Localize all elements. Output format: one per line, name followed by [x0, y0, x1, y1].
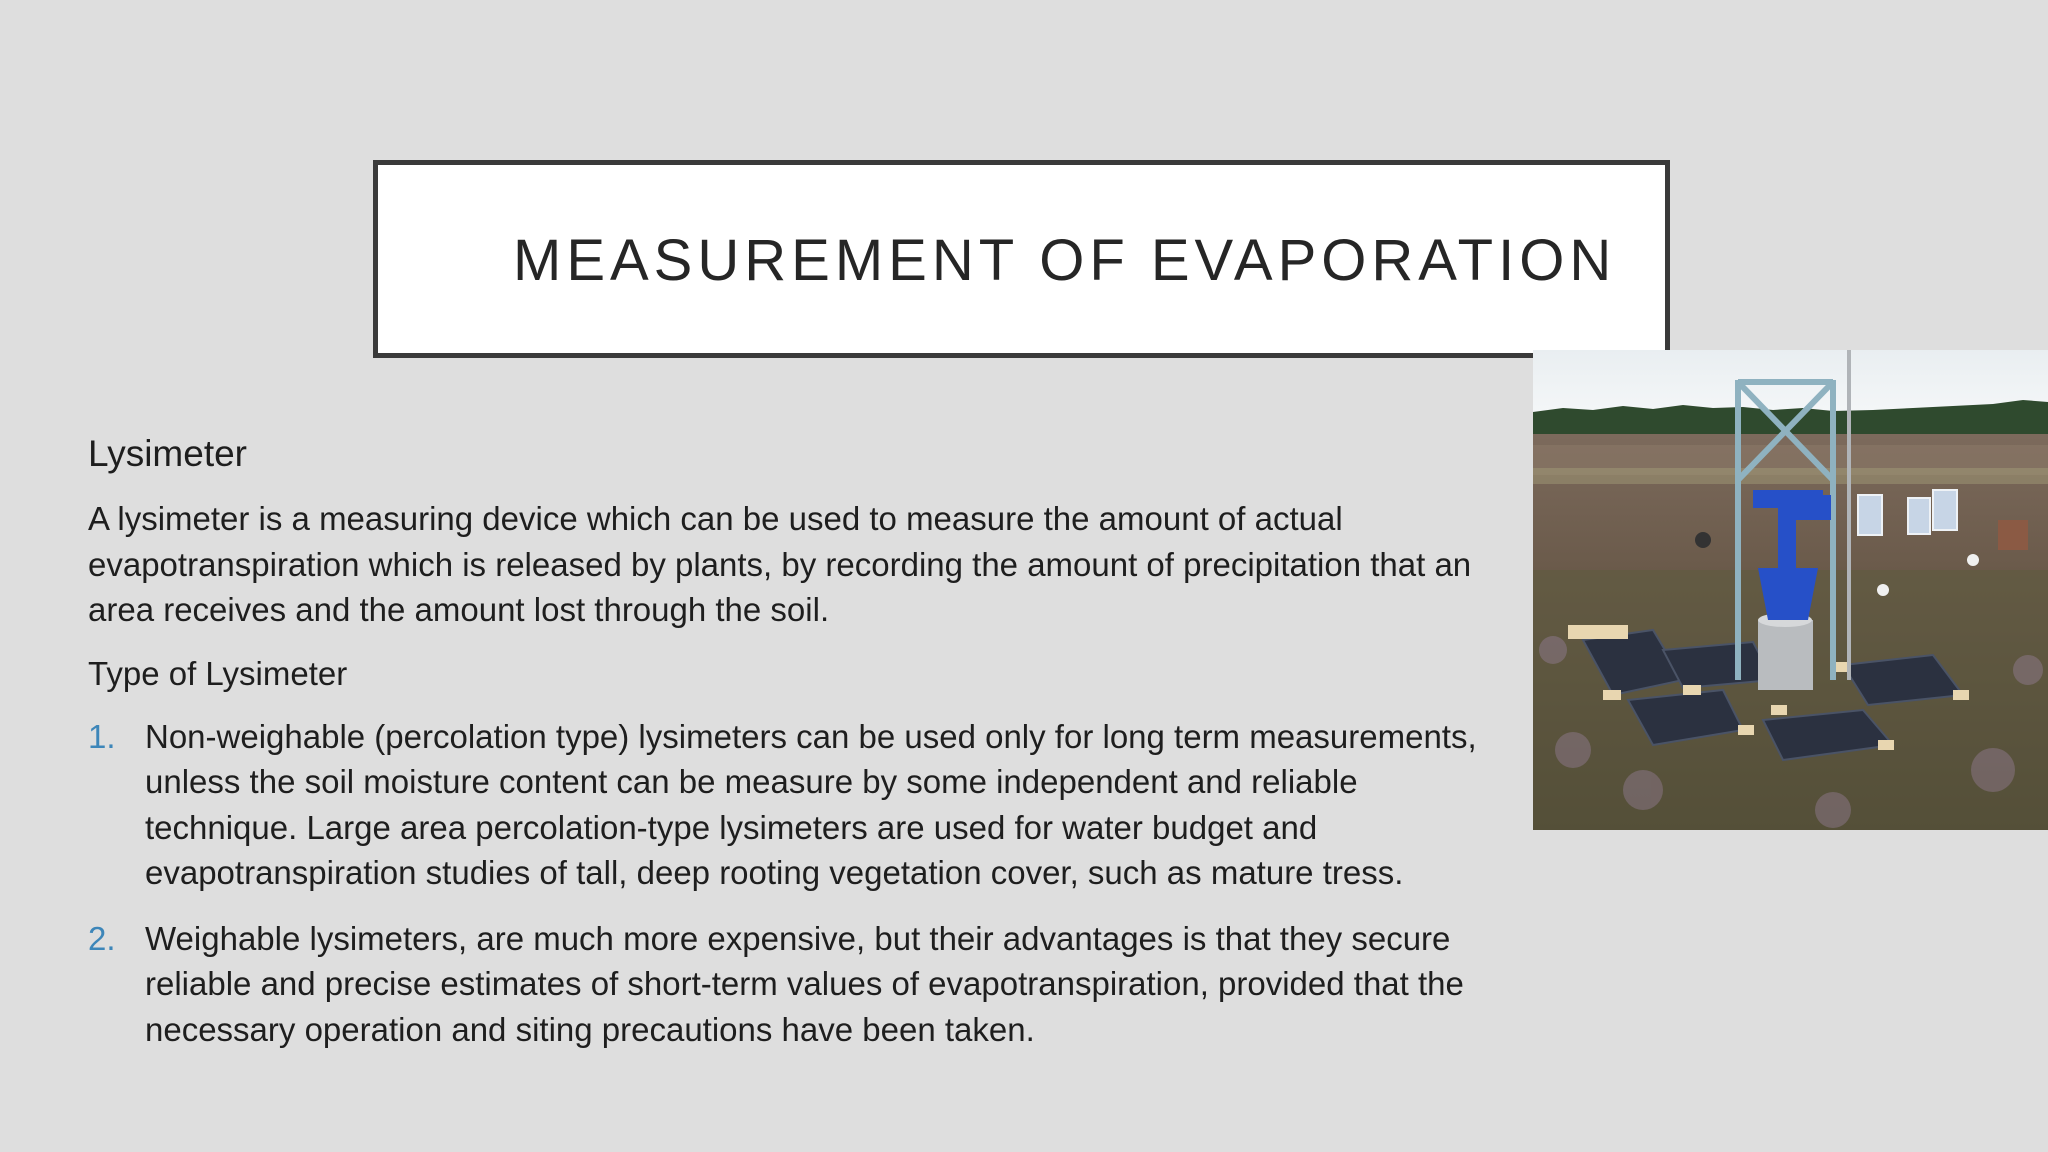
lysimeter-field-image: [1533, 350, 2048, 830]
slide-body: [88, 430, 1533, 1072]
list-item: [88, 714, 1533, 896]
list-line: reliable and precise estimates of short-term values of evapotranspiration, provided that the: [145, 965, 1464, 1002]
definition-line: A lysimeter is a measuring device which can be used to measure the amount of actual: [88, 500, 1343, 537]
list-line: evapotranspiration studies of tall, deep rooting vegetation cover, such as mature tress.: [145, 854, 1404, 891]
section-heading: Lysimeter: [88, 433, 248, 474]
definition-paragraph: [88, 496, 1533, 633]
list-number: 2.: [88, 919, 116, 957]
types-heading: Type of Lysimeter: [88, 654, 348, 692]
list-line: unless the soil moisture content can be measure by some independent and reliable: [145, 763, 1358, 800]
slide-title: MEASUREMENT OF EVAPORATION: [513, 228, 1617, 293]
list-line: Non-weighable (percolation type) lysimeters can be used only for long term measurements,: [145, 717, 1477, 755]
definition-line: evapotranspiration which is released by plants, by recording the amount of precipitation that an: [88, 545, 1472, 583]
list-number: 1.: [88, 717, 116, 755]
list-line: necessary operation and siting precautions have been taken.: [145, 1010, 1035, 1048]
list-line: technique. Large area percolation-type lysimeters are used for water budget and: [145, 808, 1318, 846]
lysimeter-photo: [1533, 350, 2048, 830]
definition-line: area receives and the amount lost through the soil.: [88, 591, 830, 628]
list-item: [88, 916, 1533, 1053]
title-box: [373, 160, 1670, 358]
list-line: Weighable lysimeters, are much more expensive, but their advantages is that they secure: [145, 919, 1451, 957]
